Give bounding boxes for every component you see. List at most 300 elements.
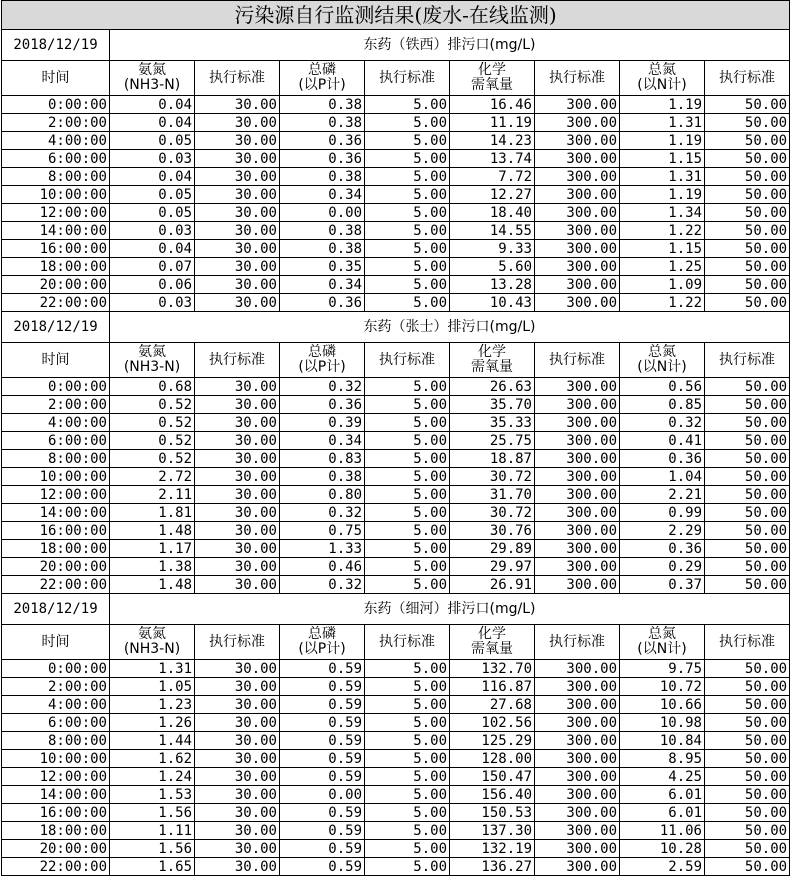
value-cell: 50.00 <box>705 678 790 696</box>
value-cell: 1.31 <box>620 114 705 132</box>
value-cell: 0.52 <box>110 396 195 414</box>
value-cell: 30.76 <box>450 522 535 540</box>
value-cell: 1.19 <box>620 132 705 150</box>
column-header: 氨氮 (NH3-N) <box>110 343 195 378</box>
value-cell: 0.32 <box>280 576 365 594</box>
time-cell: 16:00:00 <box>2 522 110 540</box>
value-cell: 0.29 <box>620 558 705 576</box>
table-row <box>2 732 790 750</box>
value-cell: 30.00 <box>195 678 280 696</box>
value-cell: 13.74 <box>450 150 535 168</box>
value-cell: 5.00 <box>365 186 450 204</box>
value-cell: 5.00 <box>365 378 450 396</box>
value-cell: 125.29 <box>450 732 535 750</box>
column-header: 执行标准 <box>705 343 790 378</box>
value-cell: 50.00 <box>705 522 790 540</box>
column-header: 执行标准 <box>535 625 620 660</box>
value-cell: 300.00 <box>535 222 620 240</box>
value-cell: 35.70 <box>450 396 535 414</box>
table-row <box>2 222 790 240</box>
time-cell: 20:00:00 <box>2 276 110 294</box>
value-cell: 50.00 <box>705 132 790 150</box>
column-header-row <box>2 343 790 378</box>
table-row <box>2 786 790 804</box>
value-cell: 50.00 <box>705 768 790 786</box>
table-row <box>2 696 790 714</box>
value-cell: 30.00 <box>195 432 280 450</box>
value-cell: 30.00 <box>195 294 280 312</box>
value-cell: 300.00 <box>535 558 620 576</box>
value-cell: 2.29 <box>620 522 705 540</box>
value-cell: 0.36 <box>620 540 705 558</box>
value-cell: 0.59 <box>280 768 365 786</box>
value-cell: 30.00 <box>195 822 280 840</box>
time-cell: 10:00:00 <box>2 468 110 486</box>
value-cell: 50.00 <box>705 804 790 822</box>
time-cell: 22:00:00 <box>2 576 110 594</box>
table-row <box>2 660 790 678</box>
value-cell: 50.00 <box>705 294 790 312</box>
time-cell: 18:00:00 <box>2 540 110 558</box>
value-cell: 0.04 <box>110 168 195 186</box>
value-cell: 5.00 <box>365 714 450 732</box>
time-cell: 6:00:00 <box>2 150 110 168</box>
section-info-row <box>2 30 790 61</box>
value-cell: 0.04 <box>110 96 195 114</box>
value-cell: 30.00 <box>195 804 280 822</box>
value-cell: 5.00 <box>365 132 450 150</box>
value-cell: 50.00 <box>705 204 790 222</box>
value-cell: 300.00 <box>535 396 620 414</box>
table-row <box>2 114 790 132</box>
table-row <box>2 768 790 786</box>
value-cell: 30.00 <box>195 222 280 240</box>
value-cell: 5.00 <box>365 450 450 468</box>
value-cell: 0.52 <box>110 450 195 468</box>
value-cell: 30.00 <box>195 414 280 432</box>
value-cell: 1.22 <box>620 294 705 312</box>
time-cell: 8:00:00 <box>2 732 110 750</box>
value-cell: 0.04 <box>110 114 195 132</box>
value-cell: 2.21 <box>620 486 705 504</box>
value-cell: 50.00 <box>705 786 790 804</box>
value-cell: 50.00 <box>705 168 790 186</box>
value-cell: 300.00 <box>535 714 620 732</box>
value-cell: 50.00 <box>705 150 790 168</box>
table-row <box>2 414 790 432</box>
table-row <box>2 486 790 504</box>
value-cell: 30.00 <box>195 186 280 204</box>
column-header: 执行标准 <box>195 343 280 378</box>
sheet-title: 污染源自行监测结果(废水-在线监测) <box>2 1 790 30</box>
value-cell: 300.00 <box>535 858 620 876</box>
value-cell: 0.59 <box>280 750 365 768</box>
value-cell: 50.00 <box>705 240 790 258</box>
value-cell: 10.28 <box>620 840 705 858</box>
value-cell: 5.00 <box>365 276 450 294</box>
value-cell: 1.65 <box>110 858 195 876</box>
value-cell: 1.48 <box>110 576 195 594</box>
value-cell: 30.00 <box>195 732 280 750</box>
value-cell: 30.00 <box>195 378 280 396</box>
time-cell: 16:00:00 <box>2 804 110 822</box>
value-cell: 50.00 <box>705 432 790 450</box>
value-cell: 0.07 <box>110 258 195 276</box>
value-cell: 30.00 <box>195 114 280 132</box>
value-cell: 300.00 <box>535 486 620 504</box>
value-cell: 35.33 <box>450 414 535 432</box>
title-row <box>2 1 790 30</box>
value-cell: 300.00 <box>535 768 620 786</box>
column-header: 总磷 (以P计) <box>280 343 365 378</box>
value-cell: 300.00 <box>535 186 620 204</box>
column-header: 执行标准 <box>535 61 620 96</box>
value-cell: 8.95 <box>620 750 705 768</box>
value-cell: 27.68 <box>450 696 535 714</box>
value-cell: 0.34 <box>280 186 365 204</box>
value-cell: 0.75 <box>280 522 365 540</box>
value-cell: 5.00 <box>365 840 450 858</box>
value-cell: 1.04 <box>620 468 705 486</box>
time-cell: 18:00:00 <box>2 822 110 840</box>
value-cell: 14.23 <box>450 132 535 150</box>
value-cell: 30.00 <box>195 276 280 294</box>
value-cell: 5.00 <box>365 258 450 276</box>
table-row <box>2 186 790 204</box>
column-header-row <box>2 61 790 96</box>
table-row <box>2 150 790 168</box>
value-cell: 0.36 <box>280 150 365 168</box>
section-outlet-title: 东药（铁西）排污口(mg/L) <box>110 30 790 61</box>
table-row <box>2 276 790 294</box>
value-cell: 0.03 <box>110 222 195 240</box>
time-cell: 14:00:00 <box>2 504 110 522</box>
value-cell: 300.00 <box>535 732 620 750</box>
time-cell: 2:00:00 <box>2 678 110 696</box>
table-row <box>2 522 790 540</box>
value-cell: 0.59 <box>280 660 365 678</box>
column-header: 执行标准 <box>365 625 450 660</box>
value-cell: 0.36 <box>280 396 365 414</box>
value-cell: 5.00 <box>365 558 450 576</box>
value-cell: 0.39 <box>280 414 365 432</box>
time-cell: 6:00:00 <box>2 432 110 450</box>
time-cell: 2:00:00 <box>2 396 110 414</box>
section-date: 2018/12/19 <box>2 30 110 61</box>
value-cell: 300.00 <box>535 168 620 186</box>
table-row <box>2 714 790 732</box>
value-cell: 30.00 <box>195 750 280 768</box>
table-row <box>2 504 790 522</box>
section-outlet-title: 东药（张士）排污口(mg/L) <box>110 312 790 343</box>
value-cell: 1.81 <box>110 504 195 522</box>
value-cell: 5.00 <box>365 522 450 540</box>
table-row <box>2 432 790 450</box>
value-cell: 1.19 <box>620 96 705 114</box>
value-cell: 50.00 <box>705 840 790 858</box>
value-cell: 29.89 <box>450 540 535 558</box>
value-cell: 50.00 <box>705 540 790 558</box>
table-row <box>2 204 790 222</box>
table-row <box>2 378 790 396</box>
value-cell: 10.43 <box>450 294 535 312</box>
value-cell: 6.01 <box>620 804 705 822</box>
value-cell: 1.53 <box>110 786 195 804</box>
value-cell: 0.05 <box>110 186 195 204</box>
value-cell: 30.00 <box>195 840 280 858</box>
value-cell: 137.30 <box>450 822 535 840</box>
value-cell: 0.36 <box>280 132 365 150</box>
value-cell: 0.38 <box>280 222 365 240</box>
value-cell: 1.05 <box>110 678 195 696</box>
table-row <box>2 750 790 768</box>
table-row <box>2 858 790 876</box>
value-cell: 5.00 <box>365 678 450 696</box>
time-cell: 8:00:00 <box>2 450 110 468</box>
value-cell: 0.36 <box>280 294 365 312</box>
value-cell: 5.00 <box>365 204 450 222</box>
section-info-row <box>2 594 790 625</box>
value-cell: 5.00 <box>365 168 450 186</box>
value-cell: 0.59 <box>280 678 365 696</box>
value-cell: 0.59 <box>280 840 365 858</box>
value-cell: 300.00 <box>535 840 620 858</box>
value-cell: 1.23 <box>110 696 195 714</box>
value-cell: 1.31 <box>110 660 195 678</box>
value-cell: 30.00 <box>195 450 280 468</box>
value-cell: 0.59 <box>280 804 365 822</box>
value-cell: 50.00 <box>705 186 790 204</box>
value-cell: 30.00 <box>195 96 280 114</box>
value-cell: 0.80 <box>280 486 365 504</box>
value-cell: 26.91 <box>450 576 535 594</box>
time-cell: 20:00:00 <box>2 840 110 858</box>
table-row <box>2 168 790 186</box>
value-cell: 0.05 <box>110 204 195 222</box>
value-cell: 5.00 <box>365 240 450 258</box>
value-cell: 300.00 <box>535 132 620 150</box>
value-cell: 50.00 <box>705 468 790 486</box>
table-row <box>2 450 790 468</box>
value-cell: 10.72 <box>620 678 705 696</box>
value-cell: 300.00 <box>535 576 620 594</box>
value-cell: 136.27 <box>450 858 535 876</box>
value-cell: 5.00 <box>365 822 450 840</box>
value-cell: 7.72 <box>450 168 535 186</box>
column-header: 执行标准 <box>535 343 620 378</box>
value-cell: 10.66 <box>620 696 705 714</box>
column-header: 化学 需氧量 <box>450 61 535 96</box>
value-cell: 0.38 <box>280 96 365 114</box>
value-cell: 0.05 <box>110 132 195 150</box>
table-row <box>2 822 790 840</box>
value-cell: 0.36 <box>620 450 705 468</box>
value-cell: 1.33 <box>280 540 365 558</box>
value-cell: 5.00 <box>365 660 450 678</box>
column-header: 总磷 (以P计) <box>280 61 365 96</box>
value-cell: 5.00 <box>365 414 450 432</box>
value-cell: 300.00 <box>535 450 620 468</box>
time-cell: 12:00:00 <box>2 486 110 504</box>
column-header: 执行标准 <box>705 625 790 660</box>
value-cell: 0.34 <box>280 432 365 450</box>
column-header: 执行标准 <box>195 625 280 660</box>
value-cell: 0.37 <box>620 576 705 594</box>
value-cell: 132.19 <box>450 840 535 858</box>
value-cell: 116.87 <box>450 678 535 696</box>
value-cell: 0.32 <box>280 504 365 522</box>
time-cell: 6:00:00 <box>2 714 110 732</box>
value-cell: 50.00 <box>705 714 790 732</box>
value-cell: 30.00 <box>195 168 280 186</box>
value-cell: 300.00 <box>535 678 620 696</box>
value-cell: 50.00 <box>705 414 790 432</box>
value-cell: 26.63 <box>450 378 535 396</box>
time-cell: 22:00:00 <box>2 294 110 312</box>
value-cell: 31.70 <box>450 486 535 504</box>
value-cell: 1.26 <box>110 714 195 732</box>
value-cell: 150.53 <box>450 804 535 822</box>
time-cell: 12:00:00 <box>2 204 110 222</box>
value-cell: 10.98 <box>620 714 705 732</box>
column-header: 时间 <box>2 343 110 378</box>
value-cell: 30.00 <box>195 240 280 258</box>
value-cell: 0.59 <box>280 732 365 750</box>
table-row <box>2 294 790 312</box>
value-cell: 6.01 <box>620 786 705 804</box>
value-cell: 30.00 <box>195 486 280 504</box>
value-cell: 2.72 <box>110 468 195 486</box>
value-cell: 0.38 <box>280 114 365 132</box>
value-cell: 0.59 <box>280 696 365 714</box>
value-cell: 14.55 <box>450 222 535 240</box>
table-row <box>2 804 790 822</box>
value-cell: 5.00 <box>365 858 450 876</box>
value-cell: 300.00 <box>535 240 620 258</box>
value-cell: 50.00 <box>705 258 790 276</box>
value-cell: 50.00 <box>705 378 790 396</box>
time-cell: 22:00:00 <box>2 858 110 876</box>
time-cell: 16:00:00 <box>2 240 110 258</box>
value-cell: 9.33 <box>450 240 535 258</box>
value-cell: 1.17 <box>110 540 195 558</box>
table-row <box>2 258 790 276</box>
value-cell: 30.00 <box>195 204 280 222</box>
value-cell: 30.00 <box>195 768 280 786</box>
table-row <box>2 132 790 150</box>
time-cell: 0:00:00 <box>2 96 110 114</box>
column-header: 氨氮 (NH3-N) <box>110 625 195 660</box>
monitoring-results-sheet <box>1 0 790 876</box>
value-cell: 50.00 <box>705 222 790 240</box>
value-cell: 300.00 <box>535 204 620 222</box>
value-cell: 30.72 <box>450 468 535 486</box>
time-cell: 12:00:00 <box>2 768 110 786</box>
value-cell: 50.00 <box>705 750 790 768</box>
table-row <box>2 678 790 696</box>
value-cell: 0.83 <box>280 450 365 468</box>
value-cell: 50.00 <box>705 276 790 294</box>
value-cell: 5.00 <box>365 150 450 168</box>
value-cell: 0.52 <box>110 414 195 432</box>
value-cell: 30.00 <box>195 150 280 168</box>
value-cell: 5.00 <box>365 576 450 594</box>
value-cell: 50.00 <box>705 822 790 840</box>
value-cell: 1.15 <box>620 150 705 168</box>
value-cell: 29.97 <box>450 558 535 576</box>
value-cell: 0.46 <box>280 558 365 576</box>
value-cell: 30.72 <box>450 504 535 522</box>
value-cell: 30.00 <box>195 858 280 876</box>
value-cell: 300.00 <box>535 522 620 540</box>
value-cell: 5.00 <box>365 696 450 714</box>
value-cell: 30.00 <box>195 576 280 594</box>
table-row <box>2 468 790 486</box>
value-cell: 30.00 <box>195 540 280 558</box>
value-cell: 13.28 <box>450 276 535 294</box>
value-cell: 0.00 <box>280 786 365 804</box>
section-date: 2018/12/19 <box>2 594 110 625</box>
value-cell: 300.00 <box>535 750 620 768</box>
value-cell: 0.38 <box>280 168 365 186</box>
value-cell: 30.00 <box>195 258 280 276</box>
table-row <box>2 96 790 114</box>
value-cell: 5.00 <box>365 768 450 786</box>
value-cell: 132.70 <box>450 660 535 678</box>
value-cell: 5.00 <box>365 294 450 312</box>
table-row <box>2 396 790 414</box>
value-cell: 1.34 <box>620 204 705 222</box>
value-cell: 0.34 <box>280 276 365 294</box>
value-cell: 300.00 <box>535 804 620 822</box>
value-cell: 156.40 <box>450 786 535 804</box>
value-cell: 30.00 <box>195 660 280 678</box>
value-cell: 0.52 <box>110 432 195 450</box>
time-cell: 4:00:00 <box>2 696 110 714</box>
column-header-row <box>2 625 790 660</box>
value-cell: 50.00 <box>705 732 790 750</box>
time-cell: 10:00:00 <box>2 750 110 768</box>
time-cell: 10:00:00 <box>2 186 110 204</box>
time-cell: 14:00:00 <box>2 786 110 804</box>
value-cell: 300.00 <box>535 786 620 804</box>
value-cell: 1.38 <box>110 558 195 576</box>
value-cell: 1.11 <box>110 822 195 840</box>
value-cell: 4.25 <box>620 768 705 786</box>
value-cell: 0.59 <box>280 714 365 732</box>
value-cell: 0.03 <box>110 150 195 168</box>
time-cell: 4:00:00 <box>2 414 110 432</box>
column-header: 执行标准 <box>365 61 450 96</box>
table-row <box>2 558 790 576</box>
value-cell: 5.60 <box>450 258 535 276</box>
value-cell: 50.00 <box>705 450 790 468</box>
value-cell: 5.00 <box>365 486 450 504</box>
value-cell: 300.00 <box>535 822 620 840</box>
column-header: 总氮 (以N计) <box>620 343 705 378</box>
column-header: 化学 需氧量 <box>450 625 535 660</box>
value-cell: 50.00 <box>705 114 790 132</box>
value-cell: 5.00 <box>365 804 450 822</box>
value-cell: 5.00 <box>365 468 450 486</box>
value-cell: 300.00 <box>535 696 620 714</box>
section-date: 2018/12/19 <box>2 312 110 343</box>
column-header: 化学 需氧量 <box>450 343 535 378</box>
value-cell: 300.00 <box>535 96 620 114</box>
column-header: 时间 <box>2 61 110 96</box>
value-cell: 0.59 <box>280 858 365 876</box>
value-cell: 50.00 <box>705 660 790 678</box>
